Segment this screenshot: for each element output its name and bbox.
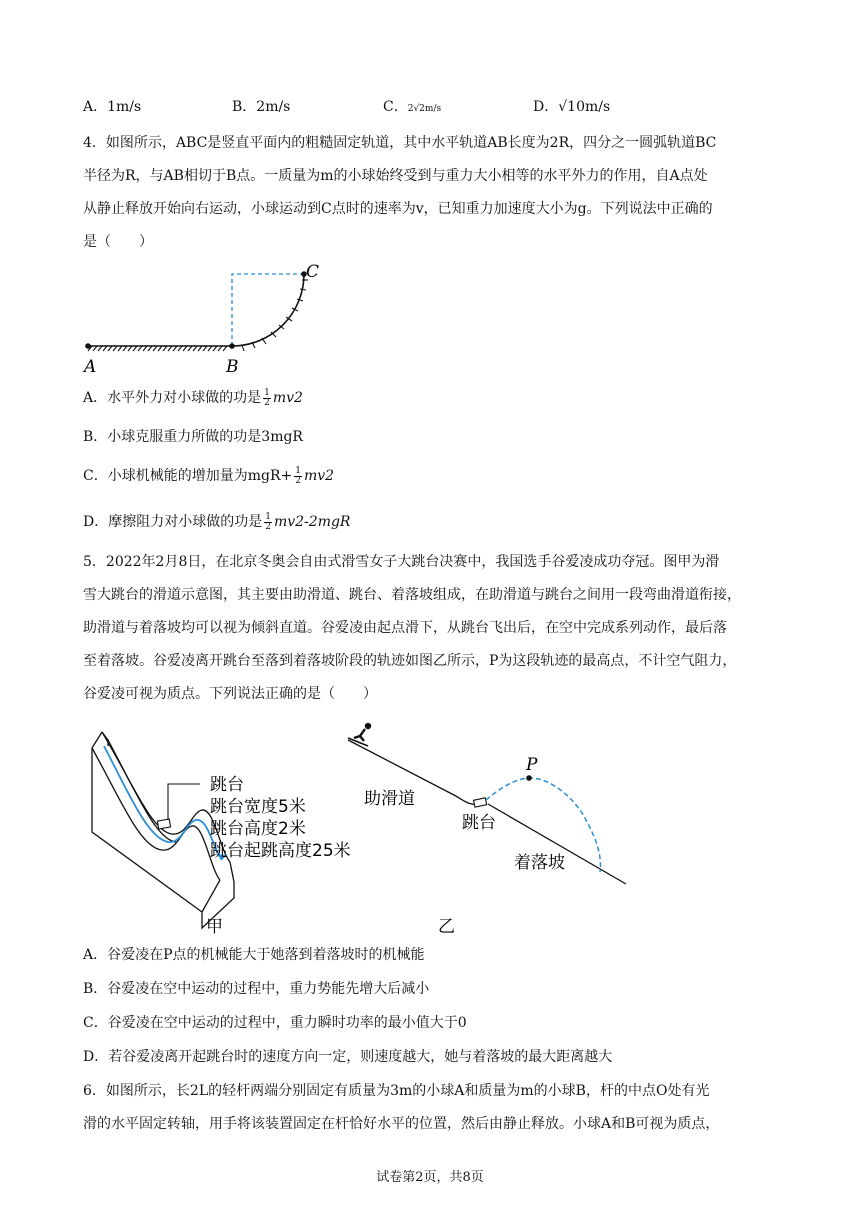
label-p: P bbox=[526, 755, 538, 775]
q4-stem-line1: 4．如图所示，ABC是竖直平面内的粗糙固定轨道，其中水平轨道AB长度为2R，四分之一圆弧轨道BC bbox=[83, 135, 717, 151]
q4-option-c bbox=[83, 466, 783, 486]
q5-stem-line5: 谷爱凌可视为质点。下列说法正确的是（ ） bbox=[83, 686, 377, 702]
q4-stem-line3: 从静止释放开始向右运动，小球运动到C点时的速率为v，已知重力加速度大小为g。下列说法中正确的 bbox=[83, 201, 713, 217]
track-bc-arc bbox=[232, 274, 304, 346]
q4-option-d-tail: mv2-2mgR bbox=[273, 514, 351, 530]
q5-stem-line1: 5．2022年2月8日，在北京冬奥会自由式滑雪女子大跳台决赛中，我国选手谷爱凌成功夺冠。图甲为滑 bbox=[83, 554, 720, 570]
q4-track-figure bbox=[80, 262, 340, 380]
platform-marker bbox=[474, 798, 487, 807]
q5-option-d: D．若谷爱凌离开起跳台时的速度方向一定，则速度越大，她与着落坡的最大距离越大 bbox=[83, 1049, 613, 1065]
q4-option-b: B．小球克服重力所做的功是3mgR bbox=[83, 429, 303, 445]
q3-option-c bbox=[383, 96, 441, 116]
q5-stem-line3: 助滑道与着落坡均可以视为倾斜直道。谷爱凌由起点滑下，从跳台飞出后，在空中完成系列动作，最后落 bbox=[83, 620, 727, 636]
q4-option-a-tail: mv2 bbox=[272, 390, 303, 406]
q4-stem-line2: 半径为R，与AB相切于B点。一质量为m的小球始终受到与重力大小相等的水平外力的作用，自A点处 bbox=[83, 168, 708, 184]
q4-option-d bbox=[83, 512, 783, 532]
q5-stem-line4: 至着落坡。谷爱凌离开跳台至落到着落坡阶段的轨迹如图乙所示，P为这段轨迹的最高点，不计空气阻力， bbox=[83, 653, 737, 669]
q3-option-c-prefix: C． bbox=[383, 99, 408, 115]
yi-label-platform: 跳台 bbox=[462, 813, 496, 833]
yi-caption: 乙 bbox=[438, 917, 455, 937]
q3-option-d bbox=[533, 96, 610, 116]
q4-option-d-text: D．摩擦阻力对小球做的功是 bbox=[83, 514, 263, 530]
label-b: B bbox=[226, 357, 239, 377]
q3-option-b: B．2m/s bbox=[232, 99, 291, 115]
q3-option-d-value: √10m/s bbox=[558, 99, 611, 115]
q5-figure-yi bbox=[340, 716, 640, 942]
q5-stem-line2: 雪大跳台的滑道示意图，其主要由助滑道、跳台、着落坡组成，在助滑道与跳台之间用一段弯曲滑道衔接， bbox=[83, 587, 741, 603]
jia-label-jump-height: 跳台起跳高度25米 bbox=[210, 841, 351, 861]
point-a-dot bbox=[85, 343, 91, 349]
q3-option-d-prefix: D． bbox=[533, 99, 559, 115]
jia-caption: 甲 bbox=[206, 917, 223, 937]
q4-option-c-tail: mv2 bbox=[303, 468, 335, 484]
point-p-dot bbox=[526, 775, 532, 781]
q5-option-b: B．谷爱凌在空中运动的过程中，重力势能先增大后减小 bbox=[83, 981, 430, 997]
track-bc-hatching bbox=[242, 280, 308, 351]
label-c: C bbox=[306, 262, 320, 282]
jia-label-platform: 跳台 bbox=[210, 775, 244, 795]
jia-label-width: 跳台宽度5米 bbox=[210, 797, 306, 817]
q4-option-c-text: C．小球机械能的增加量为mgR+ bbox=[83, 468, 293, 484]
fraction-half: $\frac{1}{2}$ bbox=[295, 465, 301, 486]
fraction-half: $\frac{1}{2}$ bbox=[265, 511, 271, 532]
q3-option-a: A．1m/s bbox=[83, 99, 142, 115]
q5-option-a: A．谷爱凌在P点的机械能大于她落到着落坡时的机械能 bbox=[83, 947, 425, 963]
point-b-dot bbox=[229, 343, 235, 349]
q3-option-c-value: 2√2m/s bbox=[407, 104, 442, 114]
q5-option-c: C．谷爱凌在空中运动的过程中，重力瞬时功率的最小值大于0 bbox=[83, 1015, 467, 1031]
platform-marker bbox=[157, 819, 170, 829]
yi-label-run: 助滑道 bbox=[364, 789, 415, 809]
label-a: A bbox=[84, 357, 97, 377]
q4-option-a-text: A．水平外力对小球做的功是 bbox=[83, 390, 262, 406]
q4-stem-line4: 是（ ） bbox=[83, 234, 153, 250]
q6-stem-line2: 滑的水平固定转轴，用手将该装置固定在杆恰好水平的位置，然后由静止释放。小球A和B可视为质点， bbox=[83, 1116, 720, 1132]
q5-figure-jia bbox=[82, 722, 382, 942]
q6-stem-line1: 6．如图所示，长2L的轻杆两端分别固定有质量为3m的小球A和质量为m的小球B，杆的中点O处有光 bbox=[83, 1083, 710, 1099]
page-footer: 试卷第2页，共8页 bbox=[376, 1170, 484, 1185]
jia-label-height: 跳台高度2米 bbox=[210, 819, 306, 839]
fraction-half: $\frac{1}{2}$ bbox=[264, 387, 270, 408]
q4-option-a bbox=[83, 388, 783, 408]
yi-label-landing: 着落坡 bbox=[514, 853, 565, 873]
